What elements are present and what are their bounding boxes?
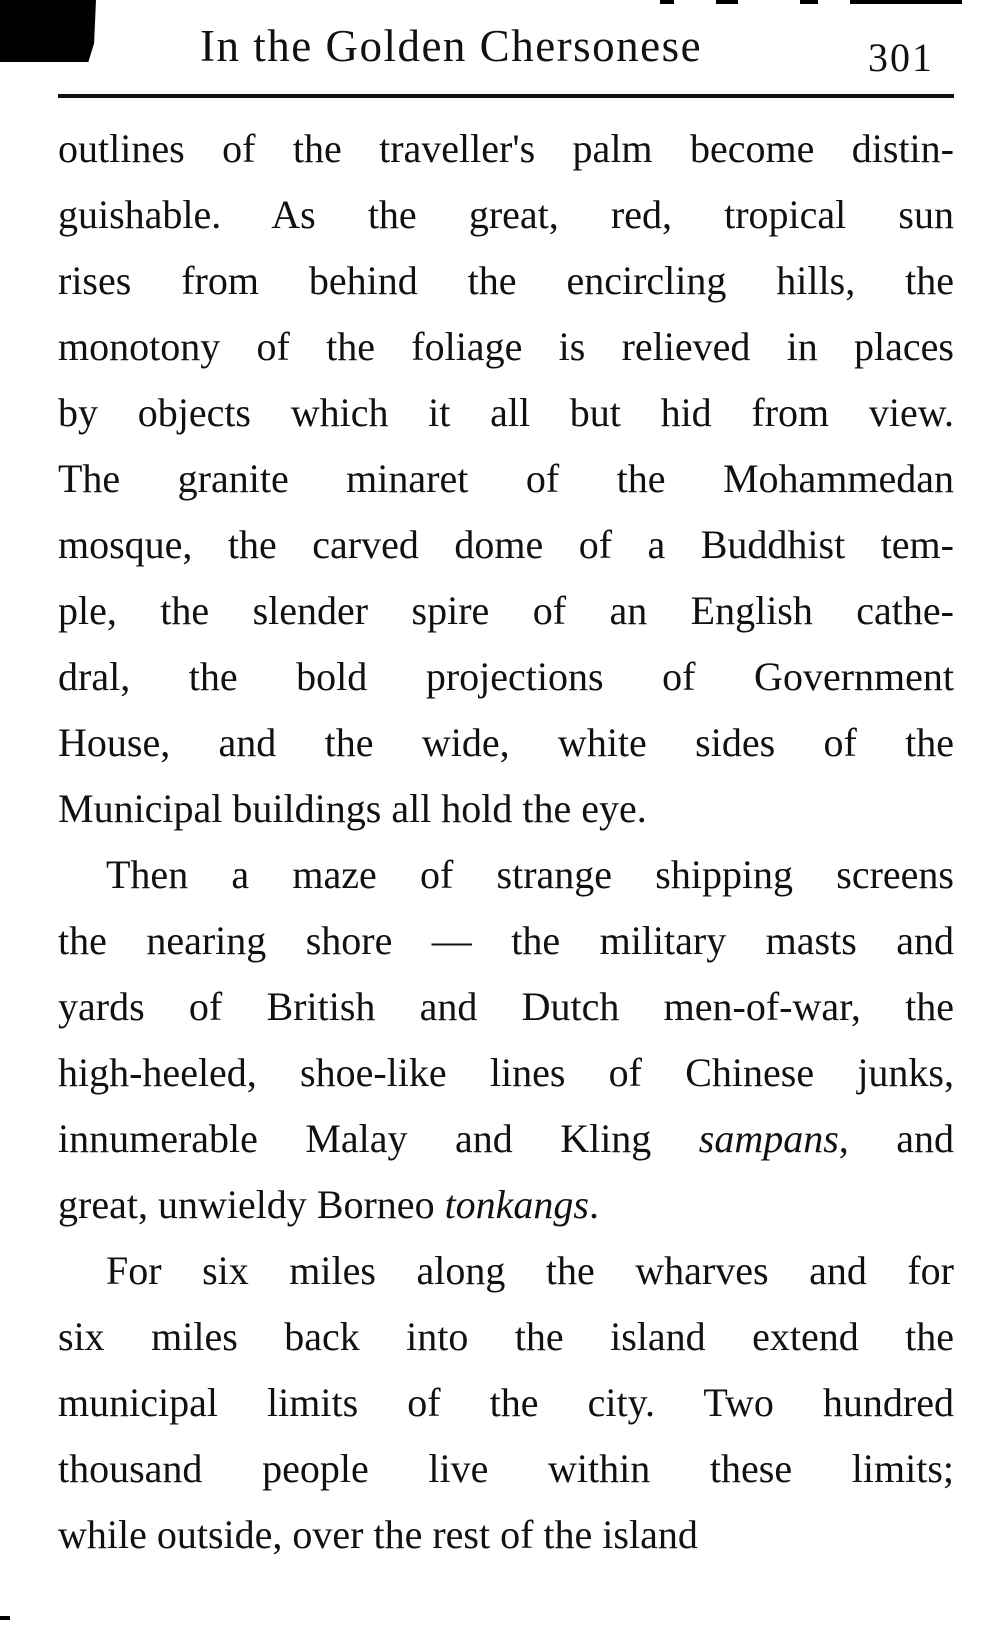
scan-speck [660, 0, 674, 4]
text-run: The granite minaret of the Mohammedan [58, 456, 954, 501]
running-title: In the Golden Chersonese [200, 21, 703, 71]
paragraph [58, 1238, 954, 1568]
text-line [58, 314, 954, 380]
text-line [58, 1304, 954, 1370]
text-run: ple, the slender spire of an English cathe- [58, 588, 954, 633]
text-run: . [589, 1182, 599, 1227]
text-run: For six miles along the wharves and for [106, 1248, 954, 1293]
text-line [58, 974, 954, 1040]
scan-speck [850, 0, 962, 4]
italic-term: sampans [698, 1116, 839, 1161]
text-run: guishable. As the great, red, tropical sun [58, 192, 954, 237]
text-line [58, 248, 954, 314]
text-run: mosque, the carved dome of a Buddhist tem- [58, 522, 954, 567]
text-run: rises from behind the encircling hills, the [58, 258, 954, 303]
text-run: innumerable Malay and Kling [58, 1116, 699, 1161]
text-run: the nearing shore — the military masts and [58, 918, 954, 963]
text-line [58, 1436, 954, 1502]
text-line [58, 182, 954, 248]
scan-speck [800, 0, 818, 4]
text-run: high-heeled, shoe-like lines of Chinese junks, [58, 1050, 954, 1095]
text-line [58, 578, 954, 644]
paragraph [58, 116, 954, 842]
page-number: 301 [868, 35, 934, 80]
text-line [58, 1502, 954, 1568]
scan-corner-mark [0, 0, 96, 62]
text-run: six miles back into the island extend the [58, 1314, 954, 1359]
text-line [58, 1238, 954, 1304]
text-line [58, 776, 954, 842]
text-run: thousand people live within these limits; [58, 1446, 954, 1491]
text-run: outlines of the traveller's palm become distin- [58, 126, 954, 171]
text-run: House, and the wide, white sides of the [58, 720, 954, 765]
text-line [58, 1172, 954, 1238]
text-run: great, unwieldy Borneo [58, 1182, 445, 1227]
body-text [58, 116, 954, 1568]
text-line [58, 1370, 954, 1436]
text-line [58, 908, 954, 974]
scan-speck [716, 0, 738, 4]
text-line [58, 842, 954, 908]
text-run: yards of British and Dutch men-of-war, the [58, 984, 954, 1029]
text-line [58, 710, 954, 776]
text-line [58, 116, 954, 182]
paragraph [58, 842, 954, 1238]
text-run: , and [838, 1116, 954, 1161]
text-run: Then a maze of strange shipping screens [106, 852, 954, 897]
text-line [58, 1040, 954, 1106]
text-run: while outside, over the rest of the island [58, 1512, 698, 1557]
text-line [58, 1106, 954, 1172]
italic-term: tonkangs [444, 1182, 589, 1227]
text-run: by objects which it all but hid from view. [58, 390, 954, 435]
text-run: monotony of the foliage is relieved in places [58, 324, 954, 369]
text-run: municipal limits of the city. Two hundred [58, 1380, 954, 1425]
text-line [58, 446, 954, 512]
text-line [58, 512, 954, 578]
header-rule [58, 94, 954, 98]
text-run: dral, the bold projections of Government [58, 654, 954, 699]
scan-speck [0, 1616, 10, 1620]
text-line [58, 380, 954, 446]
text-line [58, 644, 954, 710]
text-run: Municipal buildings all hold the eye. [58, 786, 647, 831]
